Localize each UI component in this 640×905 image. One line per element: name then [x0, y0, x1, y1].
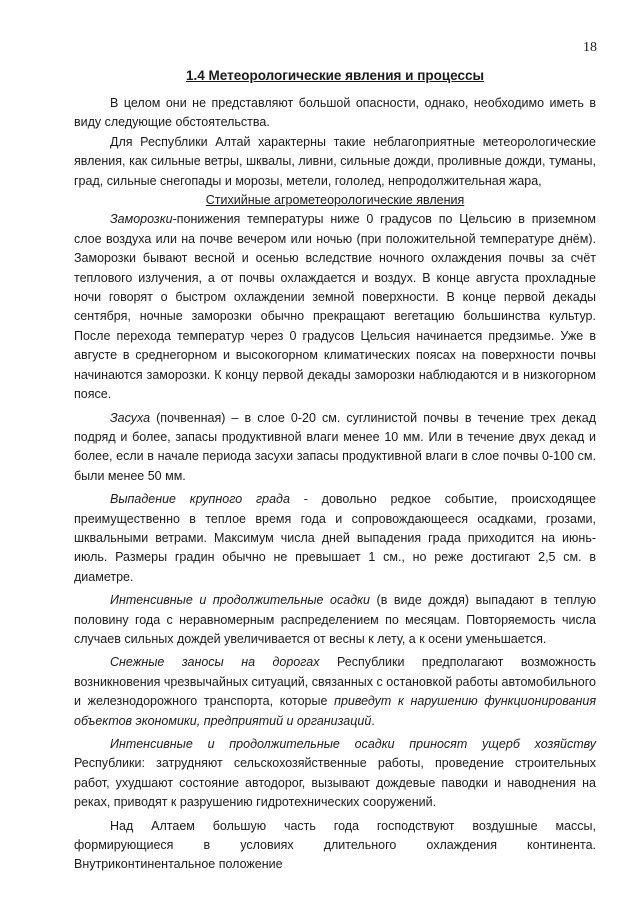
drought-paragraph	[74, 409, 596, 487]
rain-term: Интенсивные и продолжительные осадки	[110, 593, 370, 608]
intro-paragraph: В целом они не представляют большой опасности, однако, необходимо иметь в виду следующие обстоятельства.	[74, 96, 596, 130]
hail-term: Выпадение крупного града	[110, 492, 290, 507]
closing-paragraph: Над Алтаем большую часть года господствуют воздушные массы, формирующиеся в условиях длительного охлаждения континента. Внутриконтинентальное положение	[74, 818, 596, 872]
snow-text: Республики предполагают возможность возникновения чрезвычайных ситуаций, связанных с остановкой работы автомобильного и железнодорожного транспорта, которые	[74, 655, 596, 709]
section-title: 1.4 Метеорологические явления и процессы	[185, 68, 485, 83]
page-content	[74, 66, 596, 875]
frost-text: -понижения температуры ниже 0 градусов по Цельсию в приземном слое воздуха или на почве вечером или ночью (при положительной температуре днём). Заморозки бывают весной и осенью вследствие ночного охлаждения почвы за счёт теплового излучения, а от почвы охлаждается и воздух. В конце августа прохладные ночи говорят о быстром охлаждении земной поверхности. В конце первой декады сентября, ночные заморозки обычно прекращают вегетацию большинства культур. После перехода температур через 0 градусов Цельсия начинается предзимье. Уже в августе в среднегорном и высокогорном климатических поясах на поверхности почвы начинаются заморозки. К концу первой декады заморозки наблюдаются и в низкогорном поясе.	[74, 212, 596, 402]
damage-paragraph	[74, 735, 596, 813]
snow-term: Снежные заносы на дорогах	[110, 655, 320, 670]
rain-text: (в виде дождя) выпадают в теплую половину года с неравномерным распределением по месяцам. Повторяемость числа случаев сильных дождей увеличивается от весны к лету, а к осени уменьшается.	[74, 593, 597, 646]
hail-paragraph	[74, 490, 596, 587]
frost-paragraph	[74, 210, 596, 404]
snow-tail: приведут к нарушению функционирования объектов экономики, предприятий и организаций	[74, 694, 597, 728]
snow-paragraph	[74, 653, 596, 731]
section-subtitle: Стихийные агрометеорологические явления	[205, 193, 465, 208]
snow-end: .	[371, 713, 375, 728]
hail-text: - довольно редкое событие, происходящее преимущественно в теплое время года и сопровождающееся осадками, грозами, шквальными ветрами. Максимум числа дней выпадения града приходится на июнь-июль. Размеры градин обычно не превышает 1 см., но реже достигают 2,5 см. в диаметре.	[74, 492, 597, 584]
damage-text: Республики: затрудняют сельскохозяйственные работы, проведение строительных работ, ухудшают состояние автодорог, вызывают дождевые паводки и наводнения на реках, приводят к разрушению гидротехнических сооружений.	[74, 756, 596, 810]
damage-term: Интенсивные и продолжительные осадки приносят ущерб хозяйству	[110, 737, 596, 751]
frost-term: Заморозки	[110, 212, 173, 227]
intro-paragraph: Для Республики Алтай характерны такие неблагоприятные метеорологические явления, как сильные ветры, шквалы, ливни, сильные дожди, проливные дожди, туманы, град, сильные снегопады и морозы, метели, гололед, непродолжительная жара,	[74, 134, 596, 188]
page-number: 18	[583, 40, 597, 55]
rain-paragraph	[74, 591, 596, 649]
drought-term: Засуха	[110, 410, 151, 425]
drought-text: (почвенная) – в слое 0-20 см. суглинистой почвы в течение трех декад подряд и более, запасы продуктивной влаги менее 10 мм. Или в течение двух декад и более, если в начале периода засухи запасы продуктивной влаги в слое почвы 0-100 см. были менее 50 мм.	[74, 410, 596, 483]
